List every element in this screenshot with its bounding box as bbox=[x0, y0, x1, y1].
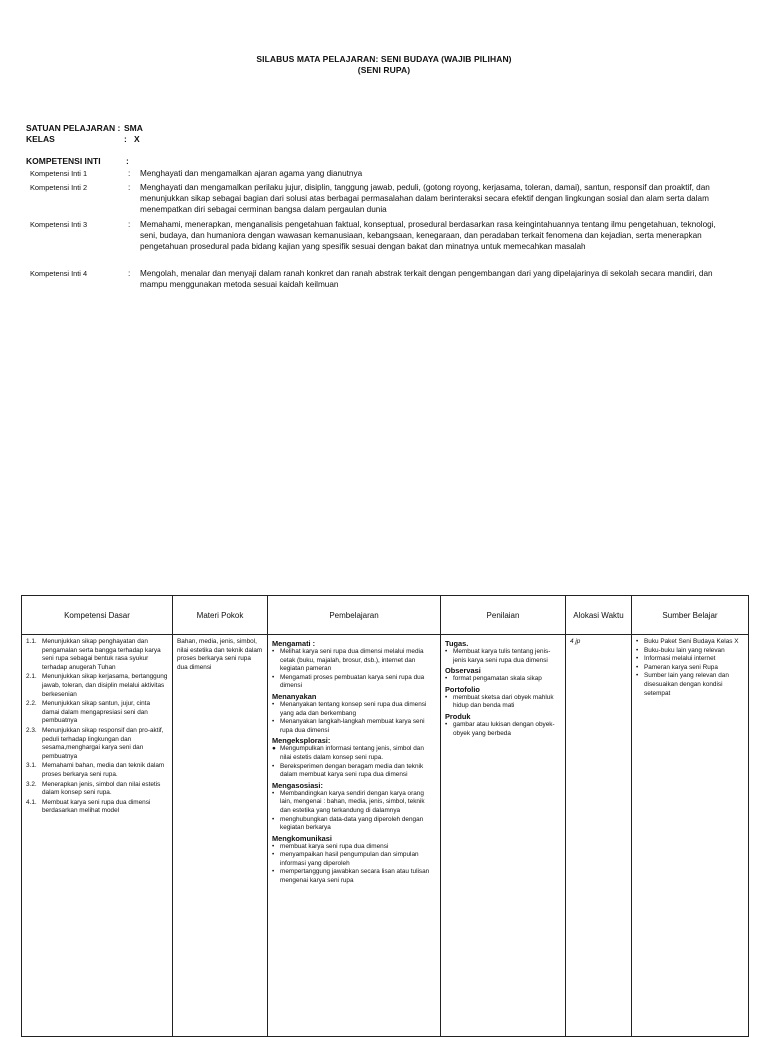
penilaian-heading-tugas: Tugas. bbox=[445, 639, 469, 648]
satuan-pelajaran-label: SATUAN PELAJARAN : bbox=[26, 123, 121, 133]
header-sumber-belajar: Sumber Belajar bbox=[632, 596, 749, 635]
kompetensi-inti-item bbox=[30, 182, 730, 218]
header-materi-pokok: Materi Pokok bbox=[173, 596, 268, 635]
kd-item bbox=[26, 673, 168, 699]
header-penilaian: Penilaian bbox=[441, 596, 566, 635]
kd-text: Menunjukkan sikap responsif dan pro-aktif, peduli terhadap lingkungan dan sesama,menghargai karya seni dan pembuatnya bbox=[42, 726, 164, 760]
alokasi-waktu-value: 4 jp bbox=[570, 638, 581, 645]
list-item: • membuat karya seni rupa dua dimensi bbox=[272, 842, 389, 850]
penilaian-heading-observasi: Observasi bbox=[445, 666, 481, 676]
satuan-pelajaran-row bbox=[26, 123, 143, 133]
list-item: • Buku-buku lain yang relevan bbox=[636, 646, 725, 654]
kompetensi-inti-name: Kompetensi Inti 3 bbox=[30, 220, 88, 229]
pembelajaran-heading-mengasosiasi: Mengasosiasi: bbox=[272, 780, 323, 790]
sumber-belajar-cell bbox=[632, 635, 749, 1037]
kompetensi-inti-item bbox=[30, 168, 730, 180]
document-subtitle: (SENI RUPA) bbox=[357, 65, 411, 75]
materi-pokok-cell bbox=[173, 635, 268, 1037]
kompetensi-inti-colon: : bbox=[128, 220, 131, 229]
kompetensi-inti-name: Kompetensi Inti 4 bbox=[30, 269, 88, 278]
penilaian-cell bbox=[441, 635, 566, 1037]
kelas-label: KELAS bbox=[26, 134, 55, 144]
alokasi-waktu-cell bbox=[566, 635, 632, 1037]
list-item: • Membandingkan karya sendiri dengan karya orang lain, mengenai : bahan, media, jenis, simbol, teknik dan estetika yang terkandung di dalamnya bbox=[272, 789, 425, 814]
kd-text: Memahami bahan, media dan teknik dalam proses berkarya seni rupa. bbox=[42, 762, 165, 778]
kompetensi-inti-colon: : bbox=[126, 156, 129, 166]
list-item: • Menanyakan tentang konsep seni rupa dua dimensi yang ada dan berkembang bbox=[272, 700, 427, 717]
pembelajaran-heading-mengamati: Mengamati : bbox=[272, 639, 316, 648]
penilaian-heading-produk: Produk bbox=[445, 711, 471, 721]
list-item: • membuat sketsa dari obyek mahluk hidup dan benda mati bbox=[445, 693, 554, 710]
kd-number: 4.1. bbox=[26, 798, 37, 806]
header-pembelajaran: Pembelajaran bbox=[268, 596, 441, 635]
list-item: • menghubungkan data-data yang diperoleh dengan kegiatan berkarya bbox=[272, 815, 424, 832]
kd-number: 2.2. bbox=[26, 700, 37, 708]
kd-text: Menunjukkan sikap kerjasama, bertanggung jawab, toleran, dan disiplin melalui aktivitas berkesenian bbox=[42, 673, 168, 698]
kd-text: Menunjukkan sikap penghayatan dan pengamalan serta bangga terhadap karya seni rupa sebagai bentuk rasa syukur terhadap anugerah Tuhan bbox=[42, 638, 161, 671]
kd-number: 1.1. bbox=[26, 638, 37, 645]
kompetensi-inti-text: Mengolah, menalar dan menyaji dalam ranah konkret dan ranah abstrak terkait dengan pengembangan dari yang dipelajarinya di sekolah secara mandiri, dan mampu menggunakan metoda sesuai kaidah keilmuan bbox=[140, 269, 713, 289]
pembelajaran-heading-mengkomunikasi: Mengkomunikasi bbox=[272, 833, 332, 843]
kd-item bbox=[26, 762, 168, 779]
header-alokasi-waktu: Alokasi Waktu bbox=[566, 596, 632, 635]
kelas-colon: : bbox=[124, 134, 127, 144]
table-row bbox=[22, 635, 749, 1037]
kd-text: Membuat karya seni rupa dua dimensi berdasarkan melihat model bbox=[42, 798, 151, 815]
kompetensi-inti-heading bbox=[26, 156, 129, 166]
kompetensi-inti-text: Memahami, menerapkan, menganalisis pengetahuan faktual, konseptual, prosedural berdasarkan rasa keingintahuannya tentang ilmu pengetahuan, teknologi, seni, budaya, dan humaniora dengan wawasan kemanusiaan, kebangsaan, kenegaraan, dan peradaban terkait fenomena dan kejadian, serta menerapkan pengetahuan prosedural pada bidang kajian yang spesifik sesuai dengan bakat dan minatnya untuk memecahkan masalah bbox=[140, 220, 716, 251]
list-item: • menyampaikan hasil pengumpulan dan simpulan informasi yang diperoleh bbox=[272, 851, 419, 867]
kd-number: 2.1. bbox=[26, 673, 37, 681]
list-item: ● Mengumpulkan informasi tentang jenis, simbol dan nilai estetis dalam konsep seni rupa. bbox=[272, 745, 424, 761]
kd-item bbox=[26, 799, 168, 816]
list-item: • Membuat karya tulis tentang jenis-jenis karya seni rupa dua dimensi bbox=[445, 648, 551, 664]
kompetensi-inti-name: Kompetensi Inti 2 bbox=[30, 183, 88, 192]
list-item: • Sumber lain yang relevan dan disesuaikan dengan kondisi setempat bbox=[636, 672, 729, 697]
list-item: • Menanyakan langkah-langkah membuat karya seni rupa dua dimensi bbox=[272, 718, 425, 734]
table-header-row bbox=[22, 596, 749, 635]
kd-number: 3.1. bbox=[26, 762, 37, 770]
list-item: • format pengamatan skala sikap bbox=[445, 675, 542, 683]
kd-number: 3.2. bbox=[26, 780, 37, 788]
kompetensi-inti-name: Kompetensi Inti 1 bbox=[30, 169, 88, 178]
header-kompetensi-dasar: Kompetensi Dasar bbox=[22, 596, 173, 635]
kompetensi-dasar-cell bbox=[22, 635, 173, 1037]
list-item: • Pameran karya seni Rupa bbox=[636, 663, 718, 671]
kompetensi-inti-colon: : bbox=[128, 183, 131, 192]
list-item: • Bereksperimen dengan beragam media dan teknik dalam membuat karya seni rupa dua dimensi bbox=[272, 762, 424, 779]
kelas-value: X bbox=[134, 134, 140, 144]
kompetensi-inti-item bbox=[30, 219, 730, 267]
kd-number: 2.3. bbox=[26, 726, 37, 734]
kd-item bbox=[26, 727, 168, 761]
kd-text: Menunjukkan sikap santun, jujur, cinta damai dalam mengapresiasi seni dan pembuatnya bbox=[42, 700, 150, 725]
penilaian-heading-portofolio: Portofolio bbox=[445, 684, 480, 694]
pembelajaran-heading-menanyakan: Menanyakan bbox=[272, 691, 317, 701]
kompetensi-inti-text: Menghayati dan mengamalkan perilaku jujur, disiplin, tanggung jawab, peduli, (gotong royong, kerjasama, toleran, damai), santun, responsif dan proaktif, dan menunjukkan sikap sebagai bagian dari solusi atas berbagai permasalahan dalam berinteraksi secara efektif dengan lingkungan sosial dan alam serta dalam menempatkan diri sebagai cerminan bangsa dalam pergaulan dunia bbox=[140, 183, 710, 214]
kd-item bbox=[26, 781, 168, 798]
satuan-pelajaran-value: SMA bbox=[124, 123, 143, 133]
kelas-row bbox=[26, 134, 140, 144]
kd-item bbox=[26, 638, 168, 672]
list-item: • Mengamati proses pembuatan karya seni rupa dua dimensi bbox=[272, 673, 425, 690]
list-item: • gambar atau lukisan dengan obyek-obyek yang berbeda bbox=[445, 720, 555, 737]
list-item: • mempertanggung jawabkan secara lisan atau tulisan mengenai karya seni rupa bbox=[272, 868, 430, 885]
list-item: • Buku Paket Seni Budaya Kelas X bbox=[636, 638, 739, 645]
kompetensi-inti-item bbox=[30, 268, 730, 292]
document-title: SILABUS MATA PELAJARAN: SENI BUDAYA (WAJIB PILIHAN) bbox=[256, 54, 512, 64]
kd-item bbox=[26, 700, 168, 726]
list-item: • Informasi melalui internet bbox=[636, 655, 716, 663]
kd-text: Menerapkan jenis, simbol dan nilai estetis dalam konsep seni rupa. bbox=[42, 780, 161, 797]
pembelajaran-cell bbox=[268, 635, 441, 1037]
pembelajaran-heading-mengeksplorasi: Mengeksplorasi: bbox=[272, 736, 331, 746]
list-item: • Melihat karya seni rupa dua dimensi melalui media cetak (buku, majalah, brosur, dsb.), internet dan kegiatan pameran bbox=[272, 648, 424, 673]
kompetensi-inti-colon: : bbox=[128, 169, 131, 178]
materi-pokok-text: Bahan, media, jenis, simbol, nilai estetika dan teknik dalam proses berkarya seni rupa dua dimensi bbox=[177, 638, 263, 671]
kompetensi-inti-label: KOMPETENSI INTI bbox=[26, 156, 101, 166]
kompetensi-inti-text: Menghayati dan mengamalkan ajaran agama yang dianutnya bbox=[140, 169, 363, 178]
kompetensi-inti-colon: : bbox=[128, 269, 131, 278]
silabus-table bbox=[21, 595, 749, 1037]
